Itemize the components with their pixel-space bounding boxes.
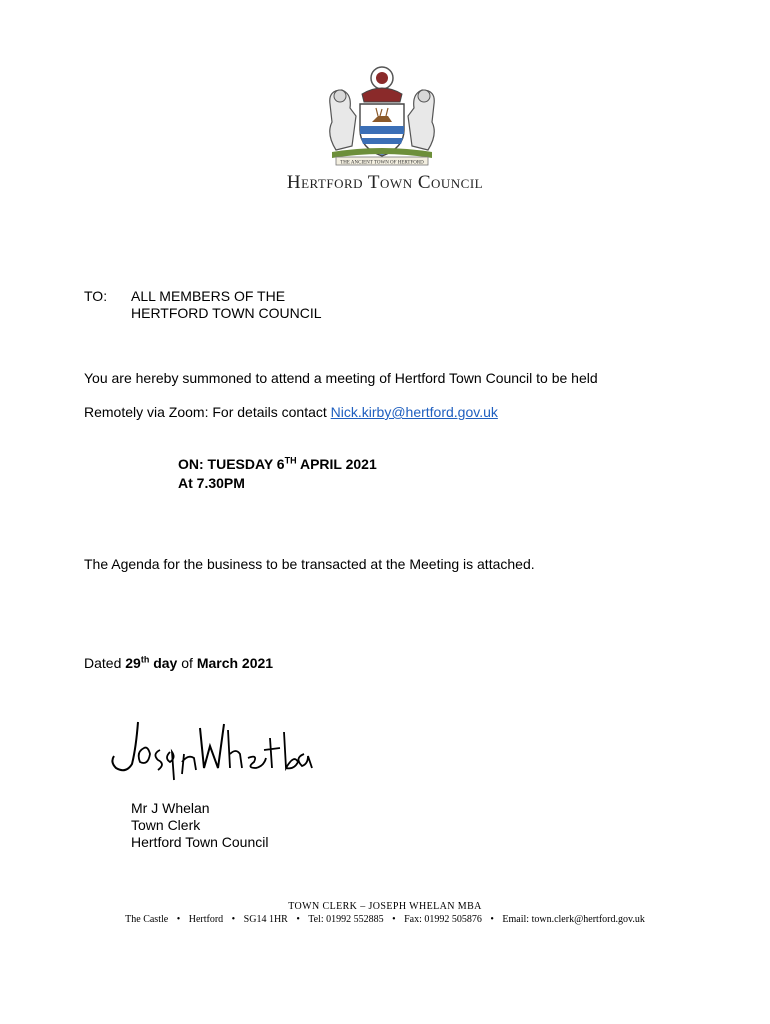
footer-separator: • bbox=[392, 914, 396, 925]
footer-contact-line bbox=[0, 914, 770, 925]
footer-separator: • bbox=[490, 914, 494, 925]
meeting-date-day: ON: TUESDAY 6 bbox=[178, 456, 285, 472]
agenda-text: The Agenda for the business to be transacted at the Meeting is attached. bbox=[84, 556, 535, 572]
footer-clerk: TOWN CLERK – JOSEPH WHELAN MBA bbox=[288, 901, 482, 912]
remote-meeting-text: Remotely via Zoom: For details contact bbox=[84, 404, 331, 420]
footer-separator: • bbox=[296, 914, 300, 925]
dated-line bbox=[84, 655, 273, 671]
recipient-line-1: ALL MEMBERS OF THE bbox=[131, 288, 286, 304]
dated-day: 29 bbox=[125, 655, 141, 671]
signature-image bbox=[108, 718, 314, 782]
meeting-date bbox=[178, 455, 377, 474]
recipient-block bbox=[131, 288, 322, 322]
meeting-date-month: APRIL 2021 bbox=[296, 456, 377, 472]
signatory-org: Hertford Town Council bbox=[131, 834, 269, 850]
crest-motto: THE ANCIENT TOWN OF HERTFORD bbox=[340, 160, 424, 166]
recipient-label: TO: bbox=[84, 288, 108, 304]
footer-fax: Fax: 01992 505876 bbox=[404, 914, 482, 925]
signatory-title: Town Clerk bbox=[131, 817, 201, 833]
dated-prefix: Dated bbox=[84, 655, 126, 671]
signatory-block bbox=[131, 800, 268, 851]
footer-separator: • bbox=[231, 914, 236, 925]
council-title: Hertford Town Council bbox=[286, 172, 484, 193]
dated-day-word: day bbox=[149, 655, 178, 671]
dated-of: of bbox=[177, 655, 197, 671]
dated-month-year: March 2021 bbox=[196, 655, 274, 671]
footer-address-2: Hertford bbox=[188, 914, 224, 925]
remote-meeting-line bbox=[84, 404, 498, 420]
signatory-name: Mr J Whelan bbox=[131, 800, 210, 816]
footer-address-1: The Castle bbox=[125, 914, 169, 925]
footer-separator: • bbox=[176, 914, 181, 925]
summons-text: You are hereby summoned to attend a meeting of Hertford Town Council to be held bbox=[84, 370, 598, 386]
dated-day-ordinal: th bbox=[140, 654, 150, 665]
recipient-line-2: HERTFORD TOWN COUNCIL bbox=[131, 305, 322, 321]
meeting-details bbox=[178, 455, 377, 493]
footer-email: Email: town.clerk@hertford.gov.uk bbox=[502, 914, 645, 925]
footer-postcode: SG14 1HR bbox=[243, 914, 288, 925]
footer-tel: Tel: 01992 552885 bbox=[308, 914, 384, 925]
council-crest-logo bbox=[322, 64, 442, 168]
meeting-time: At 7.30PM bbox=[178, 475, 245, 491]
meeting-date-ordinal: TH bbox=[284, 455, 297, 466]
contact-email-link[interactable]: Nick.kirby@hertford.gov.uk bbox=[330, 404, 498, 420]
